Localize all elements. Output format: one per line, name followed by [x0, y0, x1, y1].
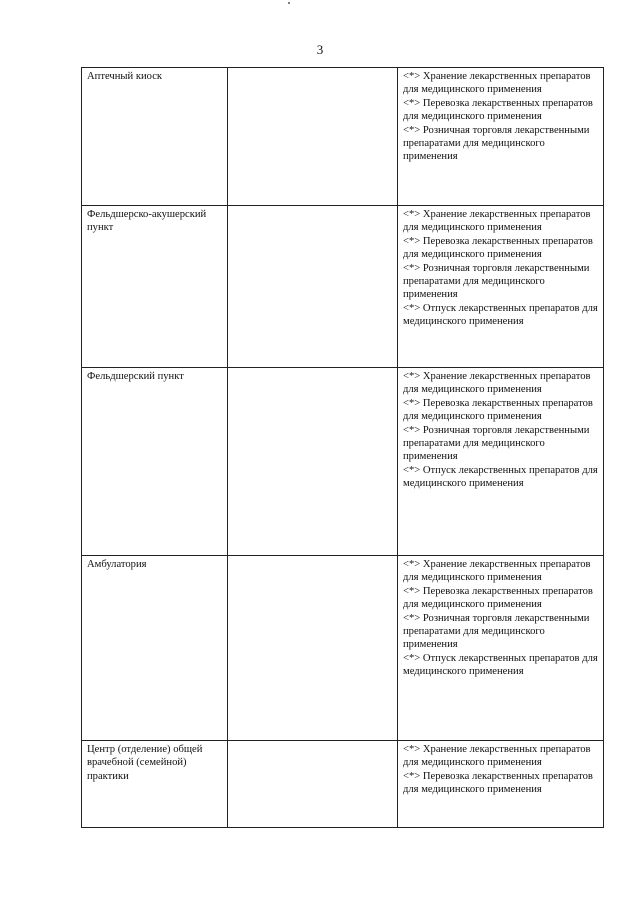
activities-cell [398, 741, 604, 828]
activity-item: <*> Хранение лекарственных препаратов для медицинского применения [403, 559, 591, 584]
activity-item: <*> Перевозка лекарственных препаратов для медицинского применения [403, 235, 593, 261]
activity-item: <*> Хранение лекарственных препаратов для медицинского применения [403, 71, 591, 96]
facility-name-cell: Амбулатория [82, 556, 228, 741]
activity-item: <*> Перевозка лекарственных препаратов для медицинского применения [403, 97, 593, 123]
activity-item: <*> Хранение лекарственных препаратов для медицинского применения [403, 371, 591, 396]
table-row [82, 68, 604, 206]
empty-middle-cell [228, 368, 398, 556]
activity-item: <*> Отпуск лекарственных препаратов для медицинского применения [403, 464, 598, 490]
activity-item: <*> Хранение лекарственных препаратов для медицинского применения [403, 209, 591, 234]
empty-middle-cell [228, 206, 398, 368]
facility-name-cell: Аптечный киоск [82, 68, 228, 206]
activity-item: <*> Розничная торговля лекарственными препаратами для медицинского применения [403, 612, 590, 651]
activity-item: <*> Перевозка лекарственных препаратов для медицинского применения [403, 585, 593, 611]
activity-item: <*> Перевозка лекарственных препаратов для медицинского применения [403, 770, 593, 796]
empty-middle-cell [228, 741, 398, 828]
facility-name-cell: Центр (отделение) общей врачебной (семейной) практики [82, 741, 228, 828]
empty-middle-cell [228, 68, 398, 206]
activities-cell [398, 556, 604, 741]
table-row [82, 556, 604, 741]
table-row [82, 368, 604, 556]
activity-item: <*> Розничная торговля лекарственными препаратами для медицинского применения [403, 424, 590, 463]
activity-item: <*> Хранение лекарственных препаратов для медицинского применения [403, 744, 591, 769]
scan-speck [288, 2, 290, 4]
activity-item: <*> Перевозка лекарственных препаратов для медицинского применения [403, 397, 593, 423]
activities-cell [398, 206, 604, 368]
facility-name-cell: Фельдшерско-акушерский пункт [82, 206, 228, 368]
table-row [82, 741, 604, 828]
page-number: 3 [316, 42, 324, 57]
activity-item: <*> Отпуск лекарственных препаратов для медицинского применения [403, 302, 598, 328]
activity-item: <*> Розничная торговля лекарственными препаратами для медицинского применения [403, 262, 590, 301]
table-row [82, 206, 604, 368]
activity-item: <*> Отпуск лекарственных препаратов для медицинского применения [403, 652, 598, 678]
empty-middle-cell [228, 556, 398, 741]
facility-name-cell: Фельдшерский пункт [82, 368, 228, 556]
activities-cell [398, 68, 604, 206]
activities-cell [398, 368, 604, 556]
facility-activities-table [81, 67, 604, 828]
activity-item: <*> Розничная торговля лекарственными препаратами для медицинского применения [403, 124, 590, 163]
